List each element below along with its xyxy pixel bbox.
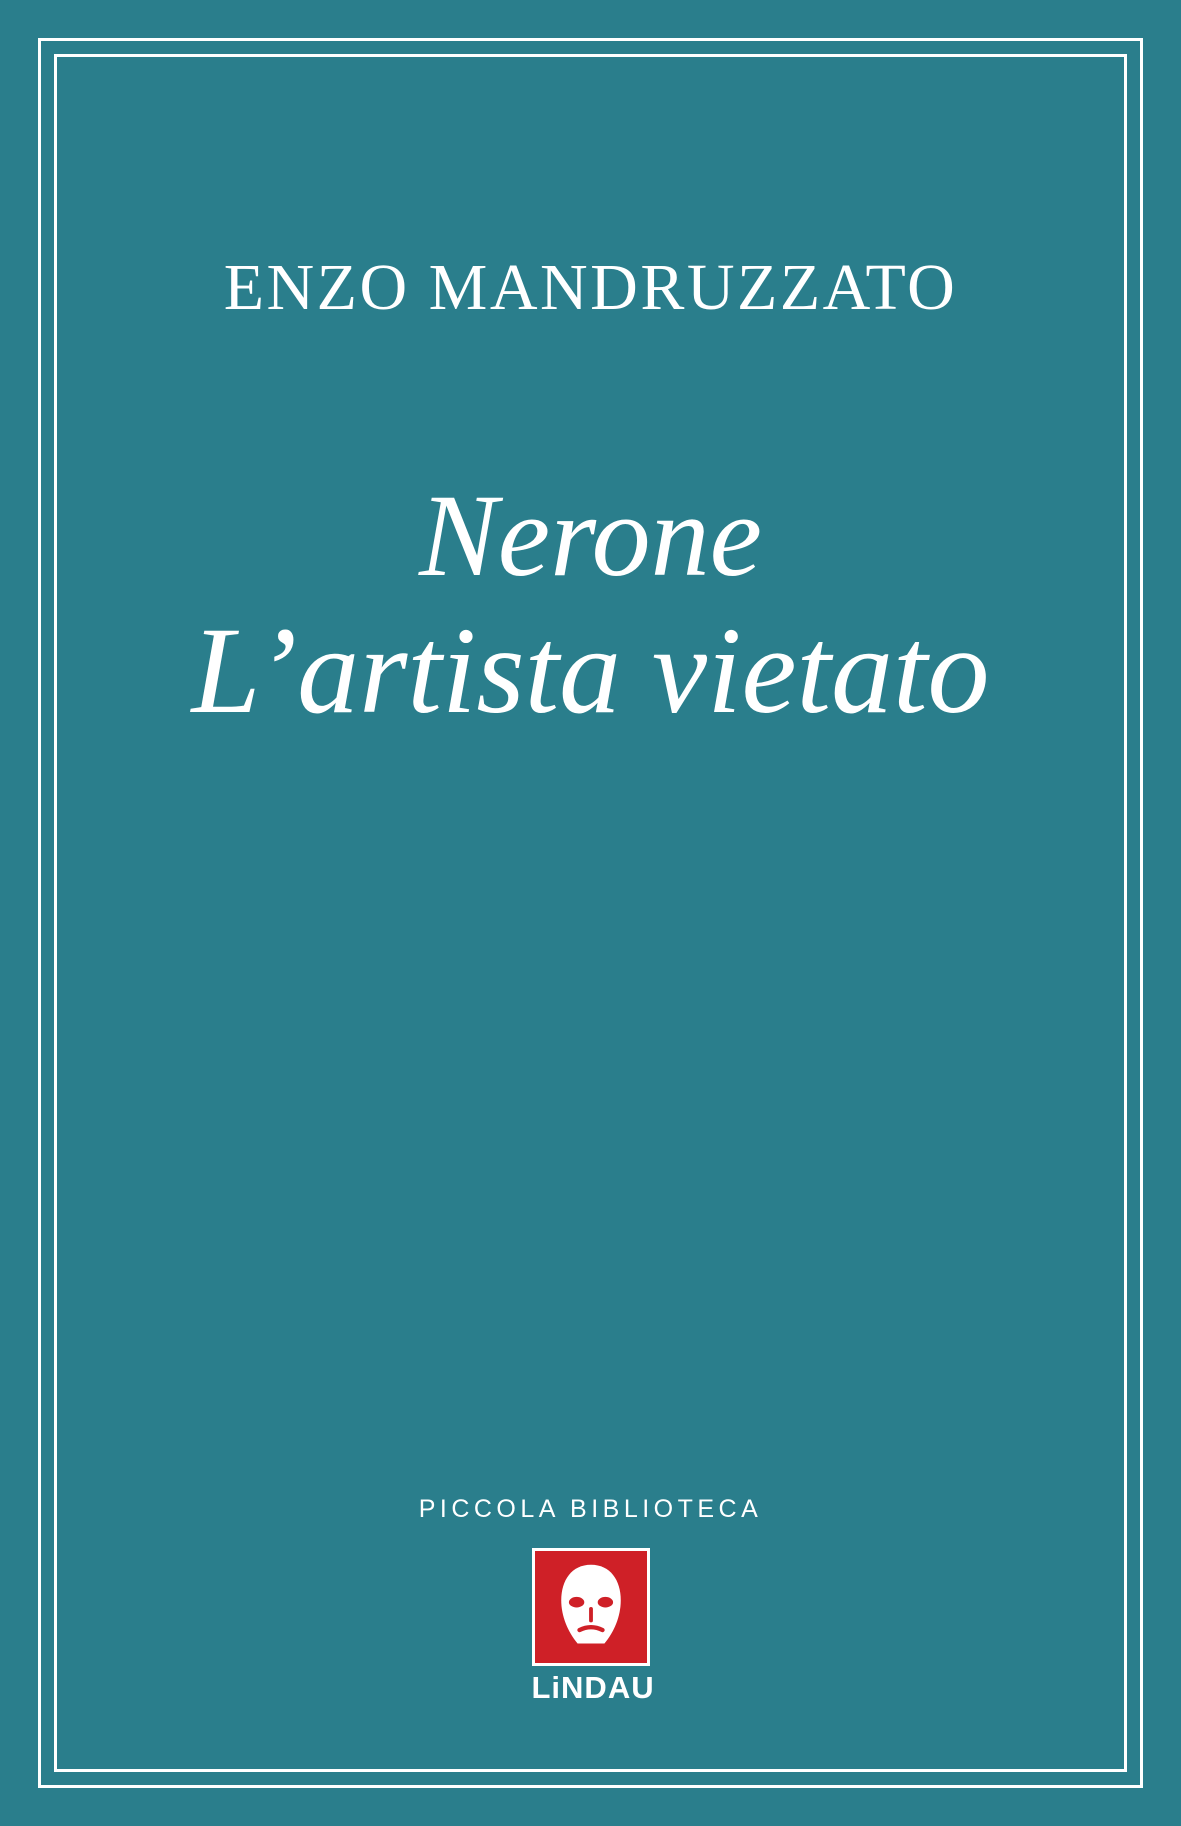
series-name: PICCOLA BIBLIOTECA xyxy=(418,1495,763,1523)
publisher-logo-mark xyxy=(532,1548,650,1666)
publisher-logo xyxy=(531,1548,655,1705)
publisher-name: LiNDAU xyxy=(531,1670,655,1705)
face-mask-icon xyxy=(543,1559,639,1655)
author-name: ENZO MANDRUZZATO xyxy=(223,251,958,324)
title-line-1: Nerone xyxy=(419,470,762,601)
title-line-2: L’artista vietato xyxy=(191,602,990,740)
book-title xyxy=(60,470,1121,741)
